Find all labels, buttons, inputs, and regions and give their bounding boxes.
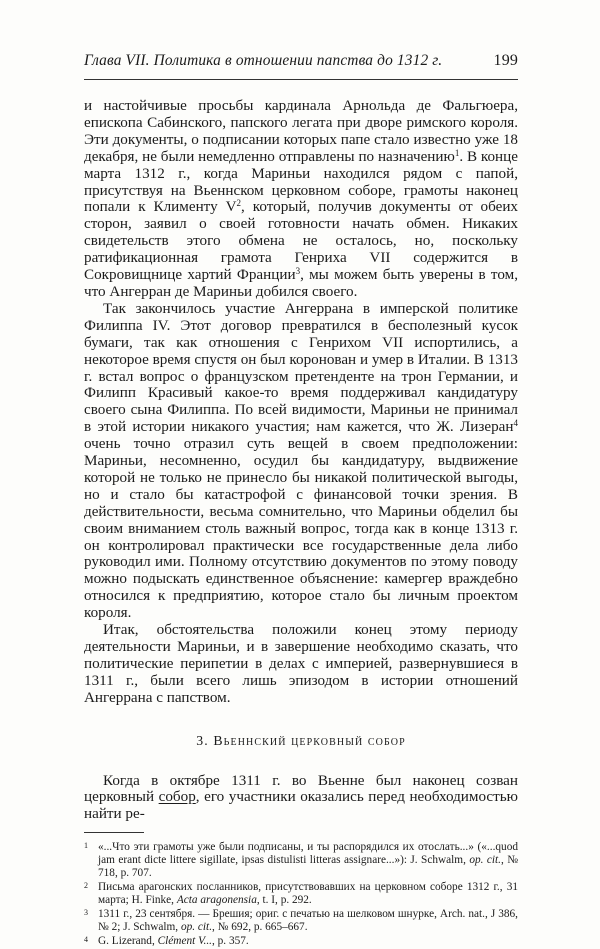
- underlined-word: собор: [158, 788, 196, 806]
- footnote-4: [84, 935, 518, 948]
- text-run: , его участники оказались перед необходимостью найти ре-: [84, 788, 518, 823]
- paragraph-1: [84, 98, 518, 301]
- running-header: [84, 52, 518, 80]
- paragraph-3: Итак, обстоятельства положили конец этому периоду деятельности Мариньи, и в завершение необходимо сказать, что политические перипетии в делах с империей, развернувшиеся в 1311 г., были всего лишь эпизодом в истории отношений Ангеррана с папством.: [84, 621, 518, 706]
- main-text: [84, 98, 518, 948]
- text-run: Так закончилось участие Ангеррана в имперской политике Филиппа IV. Этот договор превратился в бесполезный кусок бумаги, так как отношения с Генрихом VII испортились, а некоторое время спустя он был коронован и умер в Италии. В 1313 г. встал вопрос о французском претенденте на трон Германии, и Филипп Красивый какое-то время поддерживал кандидатуру своего сына Филиппа. По всей видимости, Мариньи не принимал в этой истории никакого участия; нам кажется, что Ж. Лизеран: [84, 299, 518, 436]
- footnote-number: 2: [84, 880, 88, 890]
- footnote-2: [84, 881, 518, 907]
- footnote-text: Письма арагонских посланников, присутствовавших на церковном соборе 1312 г., 31 марта; H. Finke, Acta aragonensia, t. I, p. 292.: [98, 880, 518, 906]
- footnote-number: 4: [84, 934, 88, 944]
- section-heading: 3. Вьеннский церковный собор: [196, 732, 406, 748]
- text-run: Когда в октябре 1311 г. во Вьенне был наконец созван церковный: [84, 771, 518, 806]
- text-run: . В конце марта 1312 г., когда Мариньи находился рядом с папой, присутствуя на Вьеннском церковном соборе, грамоты наконец попали к Клименту V: [84, 147, 518, 216]
- running-title: Глава VII. Политика в отношении папства до 1312 г.: [84, 52, 443, 69]
- footnote-1: [84, 841, 518, 880]
- footnote-text: 1311 г., 23 сентября. — Брешия; ориг. с печатью на шелковом шнурке, Arch. nat., J 386, № 2; J. Schwalm, op. cit., № 692, p. 665–667.: [98, 907, 518, 933]
- text-run: , мы можем быть уверены в том, что Ангерран де Мариньи добился своего.: [84, 266, 518, 300]
- footnote-divider: [84, 832, 144, 833]
- footnote-number: 1: [84, 841, 88, 851]
- footnote-text: «...Что эти грамоты уже были подписаны, и ты распорядился их отослать...» («...quod jam erant dicte littere sigillate, ipsas distulisti litteras assignare...»): J. Schwalm, op. cit., № 718, p. 707.: [98, 841, 518, 880]
- text-run: , который, получив документы от обеих сторон, заявил о своей готовности начать обмен. Никаких свидетельств этого обмена не осталось, но, поскольку ратификационная грамота Генриха VII содержится в Сокровищнице хартий Франции: [84, 198, 518, 284]
- book-page: [84, 52, 518, 949]
- paragraph-4: [84, 773, 518, 824]
- text-run: очень точно отразил суть вещей в своем предположении: Мариньи, несомненно, осудил бы кандидатуру, выдвижение которой не только не принесло бы никакой политической выгоды, но и стало бы катастрофой с финансовой точки зрения. В действительности, весьма сомнительно, что Мариньи обделил бы своим вниманием столь важный вопрос, тогда как в конце 1313 г. он контролировал практически все государственные дела либо руководил ими. Полному отсутствию документов по этому поводу можно подыскать единственное объяснение: камергер враждебно относился к предприятию, которое стало бы личным проектом короля.: [84, 435, 518, 622]
- footnote-ref-1[interactable]: 1: [454, 147, 460, 158]
- text-run: и настойчивые просьбы кардинала Арнольда де Фальгюера, епископа Сабинского, папского легата при дворе римского короля. Эти документы, о подписании которых папе стало известно уже 18 декабря, не были немедленно отправлены по назначению: [84, 97, 518, 165]
- footnote-ref-4[interactable]: 4: [513, 418, 518, 429]
- footnote-text: G. Lizerand, Clément V..., p. 357.: [98, 934, 249, 947]
- footnote-ref-3[interactable]: 3: [295, 266, 301, 277]
- footnote-ref-2[interactable]: 2: [236, 198, 242, 209]
- footnote-3: [84, 908, 518, 934]
- footnote-number: 3: [84, 907, 88, 917]
- paragraph-2: [84, 301, 518, 622]
- footnotes: [84, 841, 518, 947]
- page-number: 199: [493, 52, 518, 69]
